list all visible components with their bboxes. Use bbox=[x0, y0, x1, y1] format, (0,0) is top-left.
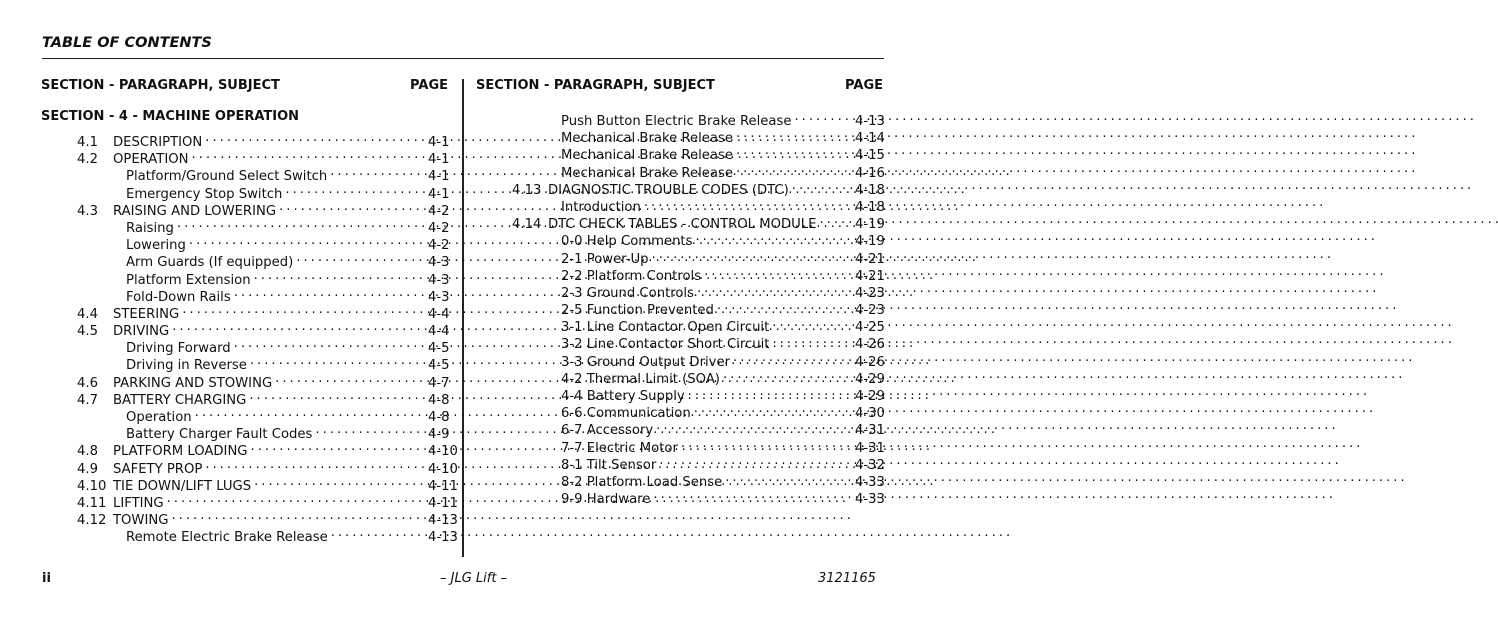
dot-leader bbox=[725, 469, 846, 486]
toc-entry-title: 7-7 Electric Motor bbox=[561, 440, 678, 456]
dot-leader bbox=[177, 215, 419, 232]
dot-leader bbox=[182, 301, 424, 318]
dot-leader bbox=[167, 490, 424, 507]
toc-entry-title: Mechanical Brake Release bbox=[561, 148, 733, 164]
dot-leader bbox=[254, 473, 424, 490]
dot-leader bbox=[275, 370, 424, 387]
toc-entry-title: SAFETY PROP bbox=[113, 461, 203, 477]
toc-entry-page: 4-8 bbox=[428, 392, 450, 408]
toc-entry[interactable] bbox=[41, 301, 450, 322]
dot-leader bbox=[171, 507, 424, 524]
footer-page-number: ii bbox=[42, 571, 51, 586]
dot-leader bbox=[723, 366, 846, 383]
toc-entry-page: 4-15 bbox=[855, 148, 885, 164]
toc-entry-page: 4-31 bbox=[855, 423, 885, 439]
dot-leader bbox=[330, 163, 419, 180]
toc-entry[interactable] bbox=[41, 232, 450, 254]
toc-entry-title: DRIVING bbox=[113, 324, 170, 340]
dot-leader bbox=[172, 318, 424, 335]
toc-entry-title: Arm Guards (If equipped) bbox=[126, 255, 294, 271]
toc-entry-page: 4-18 bbox=[855, 182, 885, 198]
dot-leader bbox=[733, 349, 846, 366]
toc-entry-page: 4-5 bbox=[428, 358, 450, 374]
toc-entry-title: TOWING bbox=[113, 513, 169, 529]
toc-entry-title: RAISING AND LOWERING bbox=[113, 203, 277, 219]
header-rule bbox=[42, 58, 884, 59]
dot-leader bbox=[234, 284, 419, 301]
toc-entry-number: 4.6 bbox=[77, 375, 98, 391]
section-title: SECTION - 4 - MACHINE OPERATION bbox=[41, 109, 300, 124]
toc-entry[interactable] bbox=[41, 352, 450, 374]
dot-leader bbox=[819, 211, 846, 228]
toc-entry-number: 4.3 bbox=[77, 203, 98, 219]
toc-entry-title: TIE DOWN/LIFT LUGS bbox=[113, 478, 252, 494]
dot-leader bbox=[331, 524, 419, 541]
column-header-subject: SECTION - PARAGRAPH, SUBJECT bbox=[41, 78, 280, 93]
dot-leader bbox=[653, 486, 846, 503]
toc-entry-page: 4-21 bbox=[855, 251, 885, 267]
dot-leader bbox=[205, 456, 424, 473]
dot-leader bbox=[772, 331, 846, 348]
toc-entry-page: 4-19 bbox=[855, 234, 885, 250]
toc-entry-page: 4-14 bbox=[855, 131, 885, 147]
toc-entry-title: Introduction bbox=[561, 199, 641, 215]
toc-entry-title: 8-1 Tilt Sensor bbox=[561, 457, 657, 473]
toc-entry-title: LIFTING bbox=[113, 495, 164, 511]
toc-entry-title: 2-5 Function Prevented bbox=[561, 303, 714, 319]
toc-entry-page: 4-26 bbox=[855, 354, 885, 370]
toc-entry-title: Raising bbox=[126, 220, 174, 236]
toc-column-left bbox=[41, 77, 458, 546]
toc-entry[interactable] bbox=[476, 452, 885, 473]
toc-entry-title: 6-7 Accessory bbox=[561, 423, 654, 439]
toc-entry-title: 4-4 Battery Supply bbox=[561, 389, 685, 404]
toc-entry-page: 4-23 bbox=[855, 285, 885, 301]
toc-entry-page: 4-1 bbox=[428, 169, 450, 185]
toc-entry-title: Battery Charger Fault Codes bbox=[126, 427, 313, 443]
dot-leader bbox=[296, 249, 419, 266]
toc-entry-page: 4-1 bbox=[428, 152, 450, 168]
toc-entry-title: Fold-Down Rails bbox=[126, 289, 231, 305]
toc-entry-title: Platform Extension bbox=[126, 272, 251, 288]
toc-entry-page: 4-21 bbox=[855, 268, 885, 284]
toc-entry[interactable] bbox=[476, 211, 885, 233]
toc-entry-page: 4-33 bbox=[855, 492, 885, 508]
toc-entry-number: 4.14 bbox=[512, 217, 542, 233]
toc-entry-page: 4-31 bbox=[855, 440, 885, 456]
dot-leader bbox=[656, 417, 846, 434]
toc-entry[interactable] bbox=[476, 486, 885, 508]
dot-leader bbox=[205, 129, 424, 146]
toc-entry-page: 4-33 bbox=[855, 474, 885, 490]
toc-entry-page: 4-3 bbox=[428, 272, 450, 288]
dot-leader bbox=[254, 267, 419, 284]
toc-entry-number: 4.10 bbox=[77, 478, 107, 494]
toc-entry-page: 4-9 bbox=[428, 427, 450, 443]
toc-entry-number: 4.2 bbox=[77, 152, 98, 168]
toc-entry-title: Mechanical Brake Release bbox=[561, 131, 733, 147]
toc-entry-title: PLATFORM LOADING bbox=[113, 444, 248, 460]
toc-entry-page: 4-11 bbox=[428, 478, 458, 494]
column-header bbox=[476, 77, 883, 95]
toc-entry-title: DESCRIPTION bbox=[113, 135, 203, 150]
page-title: TABLE OF CONTENTS bbox=[42, 35, 212, 51]
toc-entry-page: 4-3 bbox=[428, 289, 450, 305]
toc-entry-page: 4-13 bbox=[855, 114, 885, 129]
toc-entry[interactable] bbox=[476, 108, 885, 129]
column-header-page: PAGE bbox=[845, 78, 883, 93]
toc-entry-page: 4-5 bbox=[428, 341, 450, 357]
toc-entries bbox=[476, 108, 885, 508]
dot-leader bbox=[234, 335, 419, 352]
toc-entry-title: 3-1 Line Contactor Open Circuit bbox=[561, 320, 770, 336]
toc-entry-title: Mechanical Brake Release bbox=[561, 165, 733, 181]
toc-entry-title: 9-9 Hardware bbox=[561, 492, 651, 508]
toc-entry-page: 4-23 bbox=[855, 303, 885, 319]
dot-leader bbox=[285, 181, 419, 198]
toc-entry-title: Driving in Reverse bbox=[126, 358, 247, 374]
column-header-page: PAGE bbox=[410, 78, 448, 93]
dot-leader bbox=[249, 387, 424, 404]
toc-entry-number: 4.12 bbox=[77, 513, 107, 529]
toc-entry-page: 4-2 bbox=[428, 220, 450, 236]
toc-entry-title: 4-2 Thermal Limit (SOA) bbox=[561, 371, 720, 387]
toc-entry-title: DTC CHECK TABLES - CONTROL MODULE bbox=[548, 217, 817, 233]
toc-entry-title: 6-6 Communication bbox=[561, 406, 691, 422]
toc-entry-page: 4-11 bbox=[428, 495, 458, 511]
toc-entry[interactable] bbox=[41, 284, 450, 305]
toc-entry-title: 2-2 Platform Controls bbox=[561, 268, 702, 284]
toc-entry[interactable] bbox=[476, 435, 885, 456]
toc-entry[interactable] bbox=[476, 246, 885, 267]
toc-entry[interactable] bbox=[41, 129, 450, 150]
toc-entry-number: 4.7 bbox=[77, 392, 98, 408]
dot-leader bbox=[279, 198, 424, 215]
toc-entry-page: 4-16 bbox=[855, 165, 885, 181]
toc-entry-page: 4-10 bbox=[428, 444, 458, 460]
dot-leader bbox=[681, 435, 846, 452]
toc-entry-title: STEERING bbox=[113, 306, 180, 322]
toc-entry[interactable] bbox=[476, 417, 885, 439]
toc-entry-page: 4-8 bbox=[428, 410, 450, 425]
footer-doc-number: 3121165 bbox=[818, 571, 876, 586]
toc-entry-title: DIAGNOSTIC TROUBLE CODES (DTC) bbox=[548, 182, 789, 198]
toc-entry-title: Driving Forward bbox=[126, 341, 231, 357]
toc-entry-title: 2-3 Ground Controls bbox=[561, 285, 694, 301]
dot-leader bbox=[250, 352, 419, 369]
toc-entry-title: Push Button Electric Brake Release bbox=[561, 114, 792, 129]
toc-entry-number: 4.13 bbox=[512, 182, 542, 198]
toc-entry-page: 4-4 bbox=[428, 324, 450, 340]
dot-leader bbox=[191, 146, 424, 163]
dot-leader bbox=[772, 314, 846, 331]
dot-leader bbox=[695, 228, 846, 245]
toc-entry-page: 4-13 bbox=[428, 530, 458, 546]
toc-entry-page: 4-30 bbox=[855, 406, 885, 422]
footer-publisher: – JLG Lift – bbox=[440, 571, 508, 586]
dot-leader bbox=[189, 232, 419, 249]
dot-leader bbox=[792, 177, 846, 194]
toc-entry-title: Lowering bbox=[126, 238, 186, 254]
dot-leader bbox=[697, 280, 846, 297]
toc-entry-page: 4-25 bbox=[855, 320, 885, 336]
dot-leader bbox=[736, 160, 846, 177]
toc-entry-page: 4-10 bbox=[428, 461, 458, 477]
toc-entry-page: 4-7 bbox=[428, 375, 450, 391]
dot-leader bbox=[694, 400, 846, 417]
toc-entry[interactable] bbox=[41, 421, 450, 443]
toc-entry-title: 2-1 Power-Up bbox=[561, 251, 649, 267]
toc-entry-title: 3-3 Ground Output Driver bbox=[561, 354, 731, 370]
toc-entry-page: 4-26 bbox=[855, 337, 885, 353]
toc-entry-page: 4-2 bbox=[428, 238, 450, 254]
toc-entry[interactable] bbox=[476, 263, 885, 284]
toc-entry-number: 4.9 bbox=[77, 461, 98, 477]
dot-leader bbox=[688, 383, 846, 400]
dot-leader bbox=[195, 404, 419, 421]
toc-entry-page: 4-32 bbox=[855, 457, 885, 473]
column-header bbox=[41, 77, 448, 95]
toc-entry-page: 4-2 bbox=[428, 203, 450, 219]
toc-entry-page: 4-1 bbox=[428, 186, 450, 202]
dot-leader bbox=[251, 438, 424, 455]
dot-leader bbox=[659, 452, 846, 469]
dot-leader bbox=[315, 421, 419, 438]
dot-leader bbox=[704, 263, 846, 280]
toc-entry-title: OPERATION bbox=[113, 152, 189, 168]
dot-leader bbox=[736, 125, 846, 142]
toc-entries bbox=[41, 129, 458, 546]
toc-entry-title: BATTERY CHARGING bbox=[113, 392, 247, 408]
dot-leader bbox=[644, 194, 846, 211]
toc-entry-title: PARKING AND STOWING bbox=[113, 375, 273, 391]
toc-entry-page: 4-29 bbox=[855, 389, 885, 404]
toc-entry-number: 4.4 bbox=[77, 306, 98, 322]
column-header-subject: SECTION - PARAGRAPH, SUBJECT bbox=[476, 78, 715, 93]
toc-entry-title: Remote Electric Brake Release bbox=[126, 530, 328, 546]
toc-entry-page: 4-4 bbox=[428, 306, 450, 322]
toc-entry-number: 4.8 bbox=[77, 444, 98, 460]
toc-entry-title: Emergency Stop Switch bbox=[126, 186, 283, 202]
toc-column-right bbox=[476, 77, 885, 508]
toc-entry[interactable] bbox=[476, 469, 885, 490]
toc-entry-number: 4.11 bbox=[77, 495, 107, 511]
toc-entry-title: 0-0 Help Comments bbox=[561, 234, 693, 250]
toc-entry-title: 3-2 Line Contactor Short Circuit bbox=[561, 337, 770, 353]
dot-leader bbox=[717, 297, 846, 314]
dot-leader bbox=[652, 246, 846, 263]
dot-leader bbox=[794, 108, 846, 125]
toc-entry-page: 4-18 bbox=[855, 199, 885, 215]
toc-entry-title: Operation bbox=[126, 410, 192, 425]
toc-entry-page: 4-19 bbox=[855, 217, 885, 233]
dot-leader bbox=[736, 142, 846, 159]
toc-entry-number: 4.5 bbox=[77, 324, 98, 340]
toc-entry-page: 4-13 bbox=[428, 513, 458, 529]
toc-entry-page: 4-29 bbox=[855, 371, 885, 387]
toc-entry-number: 4.1 bbox=[77, 135, 98, 150]
toc-entry-title: 8-2 Platform Load Sense bbox=[561, 474, 723, 490]
toc-entry[interactable] bbox=[41, 249, 450, 271]
toc-entry-title: Platform/Ground Select Switch bbox=[126, 169, 328, 185]
toc-entry-page: 4-3 bbox=[428, 255, 450, 271]
toc-entry-page: 4-1 bbox=[428, 135, 450, 150]
